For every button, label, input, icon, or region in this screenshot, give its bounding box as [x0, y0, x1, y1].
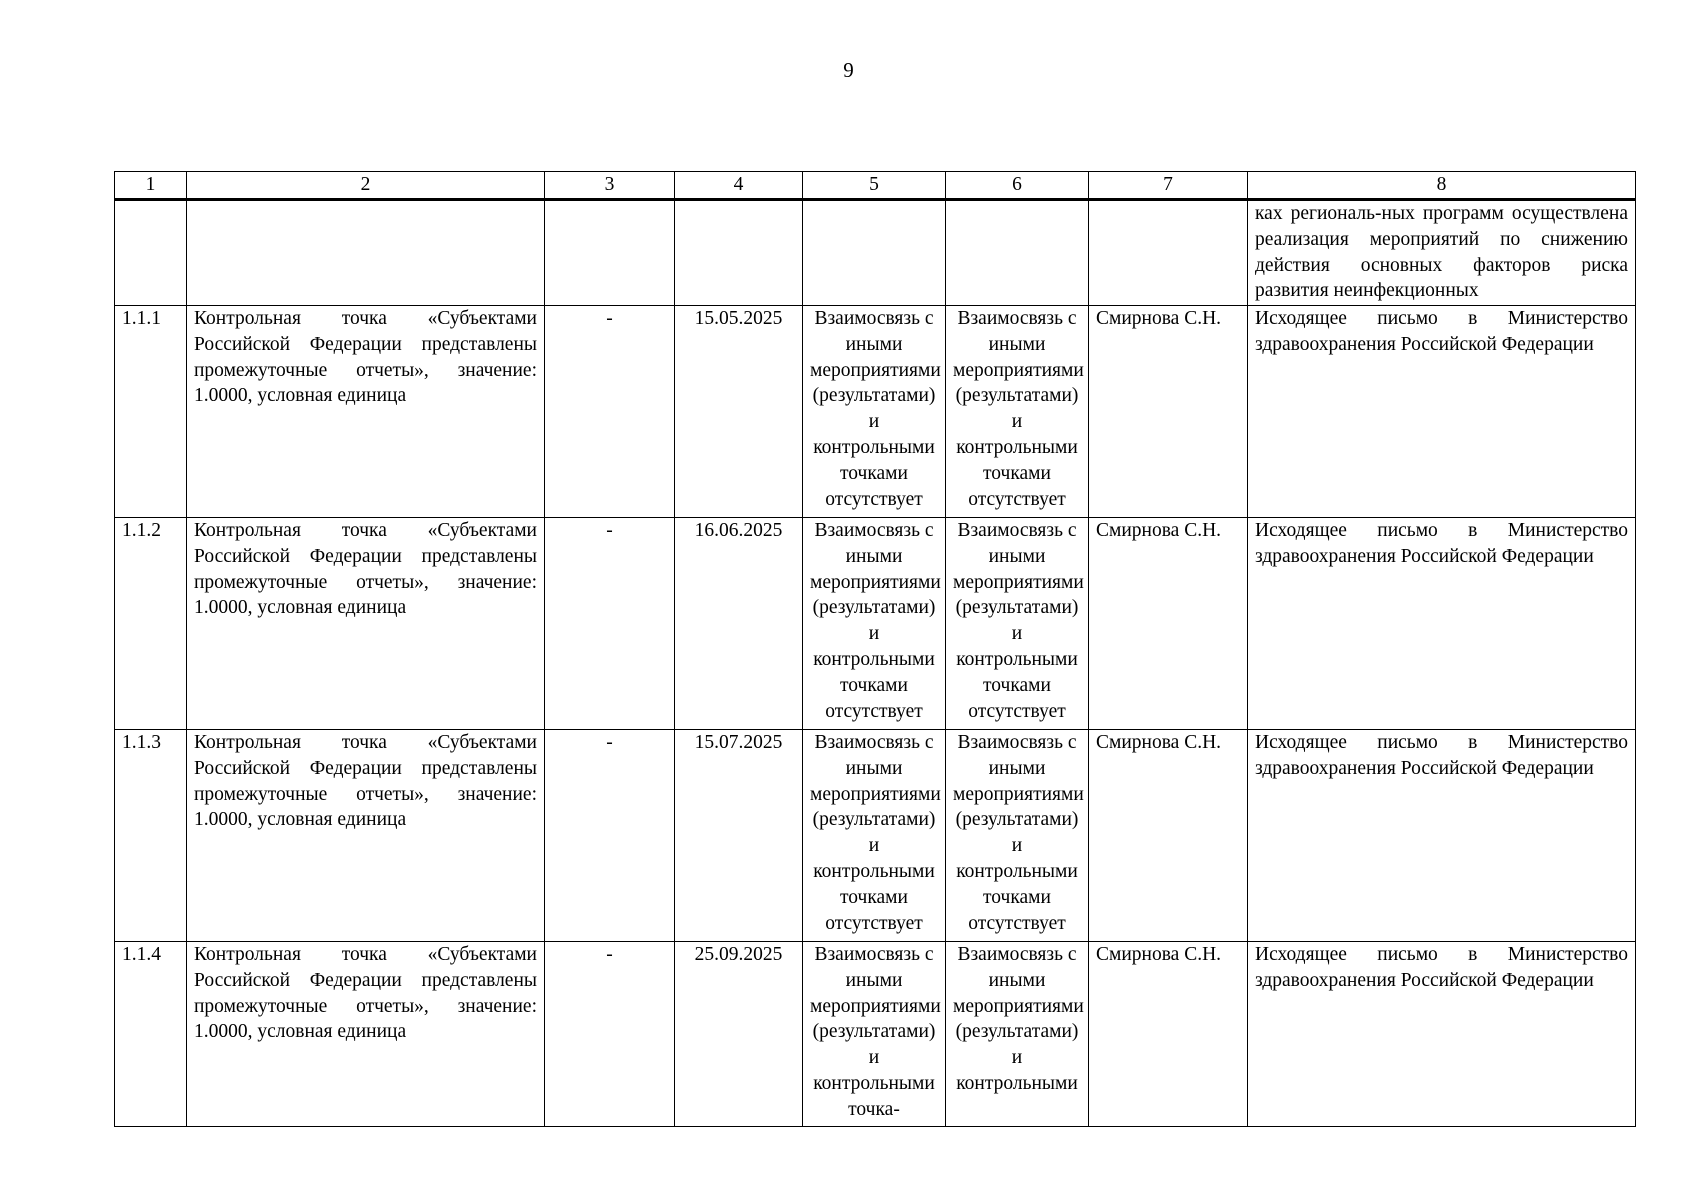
cell-empty: [803, 200, 946, 306]
relation-col6: Взаимосвязь с иными мероприятиями (результатами) и контрольными точками отсутствует: [946, 306, 1089, 518]
row-number: 1.1.1: [115, 306, 187, 518]
checkpoint-date: 15.07.2025: [675, 730, 803, 942]
continuation-text: ках региональ-ных программ осуществлена реализация мероприятий по снижению действия основных факторов риска развития неинфекционных: [1248, 200, 1636, 306]
confirming-document: Исходящее письмо в Министерство здравоохранения Российской Федерации: [1248, 518, 1636, 730]
relation-col5: Взаимосвязь с иными мероприятиями (результатами) и контрольными точками отсутствует: [803, 518, 946, 730]
header-col-4: 4: [675, 172, 803, 200]
table-header-row: [115, 172, 1636, 200]
relation-col5: Взаимосвязь с иными мероприятиями (результатами) и контрольными точка-: [803, 942, 946, 1127]
page-number: 9: [843, 58, 854, 82]
checkpoints-table: [114, 171, 1636, 1127]
table-row: [115, 730, 1636, 942]
checkpoint-name: Контрольная точка «Субъектами Российской Федерации представлены промежуточные отчеты», значение: 1.0000, условная единица: [187, 942, 545, 1127]
relation-col5: Взаимосвязь с иными мероприятиями (результатами) и контрольными точками отсутствует: [803, 730, 946, 942]
cell-empty: [115, 200, 187, 306]
checkpoint-name: Контрольная точка «Субъектами Российской Федерации представлены промежуточные отчеты», значение: 1.0000, условная единица: [187, 518, 545, 730]
checkpoint-name: Контрольная точка «Субъектами Российской Федерации представлены промежуточные отчеты», значение: 1.0000, условная единица: [187, 306, 545, 518]
confirming-document: Исходящее письмо в Министерство здравоохранения Российской Федерации: [1248, 730, 1636, 942]
relation-col6: Взаимосвязь с иными мероприятиями (результатами) и контрольными точками отсутствует: [946, 730, 1089, 942]
table-row: [115, 518, 1636, 730]
table-row: [115, 306, 1636, 518]
cell-empty: [187, 200, 545, 306]
responsible-person: Смирнова С.Н.: [1089, 730, 1248, 942]
row-number: 1.1.2: [115, 518, 187, 730]
header-col-3: 3: [545, 172, 675, 200]
cell-empty: [545, 200, 675, 306]
header-col-5: 5: [803, 172, 946, 200]
checkpoint-date: 15.05.2025: [675, 306, 803, 518]
row-number: 1.1.4: [115, 942, 187, 1127]
cell-col3: -: [545, 518, 675, 730]
cell-empty: [675, 200, 803, 306]
cell-empty: [946, 200, 1089, 306]
relation-col5: Взаимосвязь с иными мероприятиями (результатами) и контрольными точками отсутствует: [803, 306, 946, 518]
header-col-6: 6: [946, 172, 1089, 200]
checkpoint-date: 16.06.2025: [675, 518, 803, 730]
relation-col6: Взаимосвязь с иными мероприятиями (результатами) и контрольными точками отсутствует: [946, 518, 1089, 730]
table-row: [115, 942, 1636, 1127]
confirming-document: Исходящее письмо в Министерство здравоохранения Российской Федерации: [1248, 942, 1636, 1127]
checkpoint-name: Контрольная точка «Субъектами Российской Федерации представлены промежуточные отчеты», значение: 1.0000, условная единица: [187, 730, 545, 942]
confirming-document: Исходящее письмо в Министерство здравоохранения Российской Федерации: [1248, 306, 1636, 518]
responsible-person: Смирнова С.Н.: [1089, 306, 1248, 518]
cell-col3: -: [545, 730, 675, 942]
responsible-person: Смирнова С.Н.: [1089, 518, 1248, 730]
cell-col3: -: [545, 306, 675, 518]
responsible-person: Смирнова С.Н.: [1089, 942, 1248, 1127]
header-col-2: 2: [187, 172, 545, 200]
cell-col3: -: [545, 942, 675, 1127]
cell-empty: [1089, 200, 1248, 306]
relation-col6: Взаимосвязь с иными мероприятиями (результатами) и контрольными: [946, 942, 1089, 1127]
checkpoint-date: 25.09.2025: [675, 942, 803, 1127]
row-number: 1.1.3: [115, 730, 187, 942]
continuation-row: [115, 200, 1636, 306]
header-col-1: 1: [115, 172, 187, 200]
header-col-7: 7: [1089, 172, 1248, 200]
header-col-8: 8: [1248, 172, 1636, 200]
